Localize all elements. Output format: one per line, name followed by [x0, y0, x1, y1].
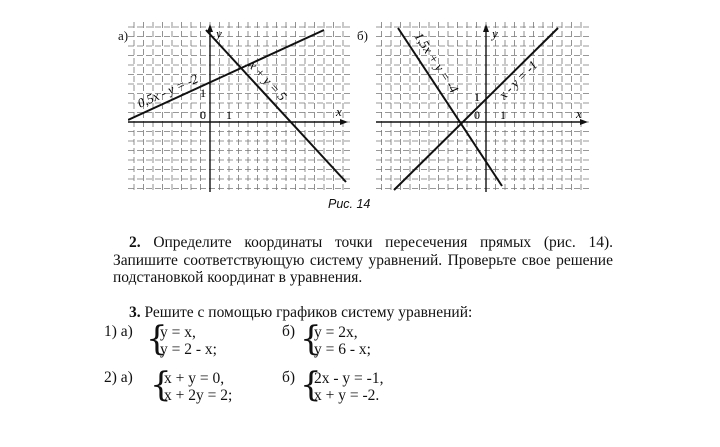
system-2b-eq2: x + y = -2.: [314, 387, 380, 404]
system-brace-2b: {: [300, 365, 322, 405]
graph-panel-b: [376, 22, 590, 192]
task-3-number: 3.: [129, 304, 141, 321]
system-2a: [164, 370, 232, 404]
system-1b-eq1: y = 2x,: [314, 324, 358, 341]
system-brace-1a: {: [146, 319, 168, 359]
graph-panel-a: [128, 22, 350, 192]
panel-b-x-axis-label: x: [576, 106, 582, 121]
panel-a-x-axis-label: x: [336, 104, 342, 119]
panel-b-origin-label: 0: [474, 108, 480, 122]
system-label-1b: б): [282, 323, 296, 340]
panel-a-line-1: [128, 30, 324, 120]
system-1a: [160, 324, 217, 358]
panel-a-line-1-label: 0,5x - y = -2: [135, 70, 201, 111]
system-label-2b: б): [282, 369, 296, 386]
panel-b-y-arrow: [483, 24, 489, 32]
panel-a-tick-x: 1: [226, 108, 232, 122]
panel-a-origin-label: 0: [200, 108, 206, 122]
panel-b-label: б): [357, 28, 368, 43]
panel-b-line-1-label: 1,5x + y = -4: [411, 29, 462, 96]
panel-a-line-2-label: x + y = 5: [245, 57, 290, 104]
panel-b-tick-y: 1: [474, 90, 480, 104]
panel-a-x-arrow: [340, 119, 348, 125]
figure-caption: Рис. 14: [328, 197, 371, 211]
panel-a-y-axis-label: y: [216, 26, 222, 41]
system-2b-eq1: 2x - y = -1,: [314, 370, 384, 387]
task-2-number: 2.: [129, 234, 141, 251]
system-1b: [314, 324, 371, 358]
system-1a-eq1: y = x,: [160, 324, 196, 341]
task-2: [113, 234, 613, 287]
system-label-1a: 1) а): [104, 323, 133, 340]
task-3-text: Решите с помощью графиков систему уравнений:: [144, 304, 473, 321]
task-3-heading: [113, 304, 613, 322]
panel-b-tick-x: 1: [500, 108, 506, 122]
task-2-text: Определите координаты точки пересечения прямых (рис. 14). Запишите соответствующую систему уравнений. Проверьте свое решение подстановкой координат в уравнения.: [113, 234, 614, 286]
system-brace-2a: {: [150, 365, 172, 405]
panel-a-label: а): [118, 28, 129, 43]
system-1b-eq2: y = 6 - x;: [314, 341, 371, 358]
panel-a-tick-y: 1: [200, 86, 206, 100]
system-brace-1b: {: [300, 319, 322, 359]
panel-b-y-axis-label: y: [492, 26, 498, 41]
system-2a-eq2: x + 2y = 2;: [164, 387, 233, 404]
system-2b: [314, 370, 383, 404]
system-label-2a: 2) а): [104, 369, 133, 386]
system-2a-eq1: x + y = 0,: [164, 370, 225, 387]
system-1a-eq2: y = 2 - x;: [160, 341, 217, 358]
panel-b-line-2-label: x - y = -1: [495, 57, 541, 103]
